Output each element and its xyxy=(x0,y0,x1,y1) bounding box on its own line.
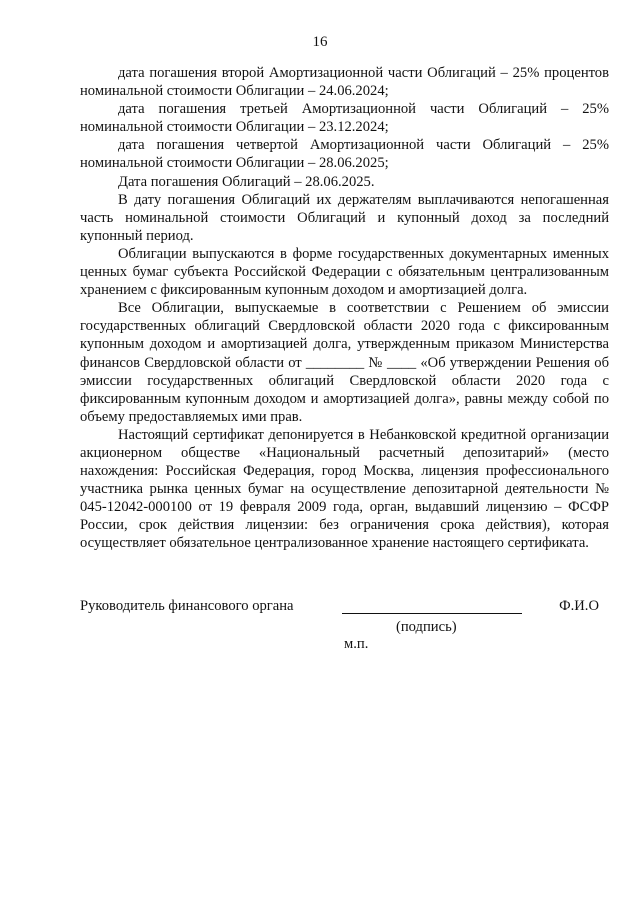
signature-caption: (подпись) xyxy=(396,619,457,635)
signature-label: Руководитель финансового органа xyxy=(80,598,294,614)
paragraph-bond-form: Облигации выпускаются в форме государственных документарных именных ценных бумаг субъекта Российской Федерации с обязательным централизованным хранением с фиксированным купонным доходом и амортизацией долга. xyxy=(80,245,609,299)
paragraph-amortization-3: дата погашения третьей Амортизационной части Облигаций – 25% номинальной стоимости Облигации – 23.12.2024; xyxy=(80,101,609,136)
signature-name: Ф.И.О xyxy=(559,598,599,614)
document-body xyxy=(80,64,609,553)
signature-line xyxy=(342,613,522,614)
paragraph-equal-rights: Все Облигации, выпускаемые в соответствии с Решением об эмиссии государственных облигаций Свердловской области 2020 года с фиксированным купонным доходом и амортизацией долга, утвержденным приказом Министерства финансов Свердловской области от ________ № ____ «Об утверждении Решения об эмиссии государственных облигаций Свердловской области 2020 года с фиксированным купонным доходом и амортизацией долга», равны между собой по объему предоставляемых ими прав. xyxy=(80,300,609,425)
stamp-placeholder: м.п. xyxy=(344,636,369,652)
paragraph-amortization-4: дата погашения четвертой Амортизационной части Облигаций – 25% номинальной стоимости Облигации – 28.06.2025; xyxy=(80,137,609,172)
signature-block xyxy=(80,598,609,658)
paragraph-redemption: В дату погашения Облигаций их держателям выплачиваются непогашенная часть номинальной стоимости Облигаций и купонный доход за последний купонный период. xyxy=(80,191,609,244)
paragraph-amortization-2: дата погашения второй Амортизационной части Облигаций – 25% процентов номинальной стоимости Облигации – 24.06.2024; xyxy=(80,65,609,100)
paragraph-maturity-date: Дата погашения Облигаций – 28.06.2025. xyxy=(118,173,375,190)
paragraph-depository: Настоящий сертификат депонируется в Небанковской кредитной организации акционерном обществе «Национальный расчетный депозитарий» (место нахождения: Российская Федерация, город Москва, лицензия профессионального участника рынка ценных бумаг на осуществление депозитарной деятельности № 045-12042-000100 от 19 февраля 2009 года, орган, выдавший лицензию – ФСФР России, срок действия лицензии: без ограничения срока действия), которая осуществляет обязательное централизованное хранение настоящего сертификата. xyxy=(80,426,609,552)
page-number: 16 xyxy=(312,34,328,50)
